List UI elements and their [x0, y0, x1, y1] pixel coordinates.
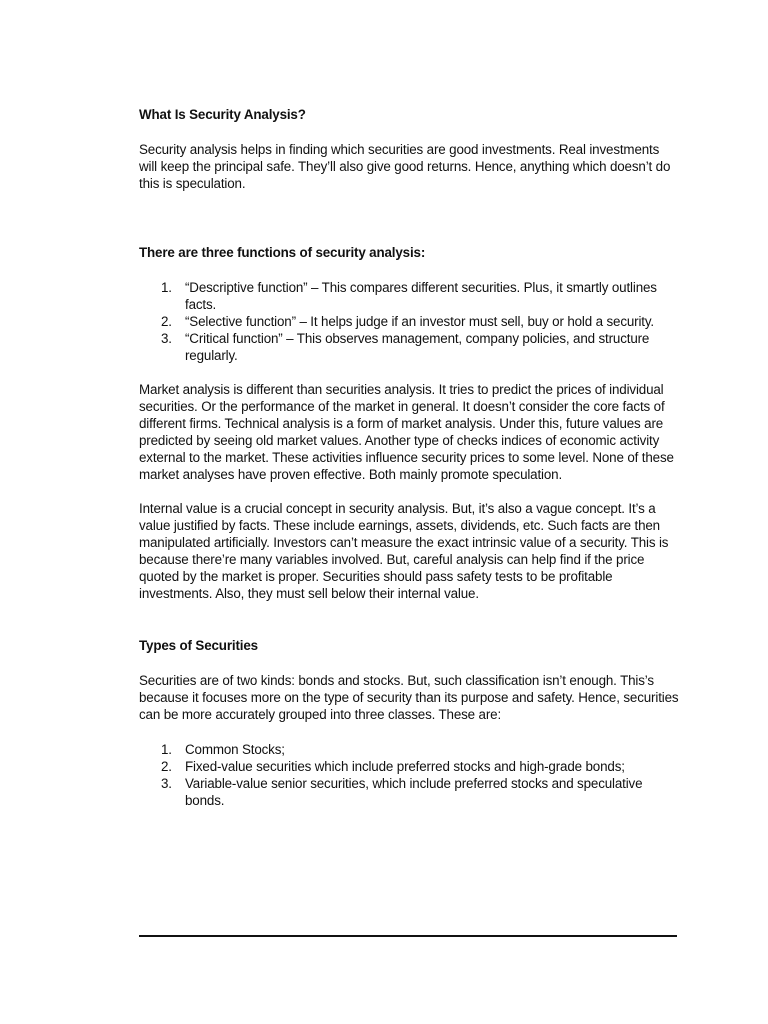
list-item-text: Variable-value senior securities, which include preferred stocks and speculative bonds. [185, 776, 643, 808]
paragraph-definition: Security analysis helps in finding which securities are good investments. Real investments will keep the principal safe. They’ll also give good returns. Hence, anything which doesn’t do this is speculation. [139, 142, 671, 191]
list-number: 1. [161, 742, 172, 757]
heading-security-analysis: What Is Security Analysis? [139, 107, 306, 122]
list-number: 3. [161, 331, 172, 346]
document-body [139, 106, 679, 809]
paragraph-securities-kinds: Securities are of two kinds: bonds and stocks. But, such classification isn’t enough. This’s because it focuses more on the type of security than its purpose and safety. Hence, securities can be more accurately grouped into three classes. These are: [139, 673, 679, 722]
list-number: 2. [161, 759, 172, 774]
list-item-text: Common Stocks; [185, 742, 285, 757]
footer-divider [139, 935, 677, 937]
paragraph-market-analysis: Market analysis is different than securities analysis. It tries to predict the prices of individual securities. Or the performance of the market in general. It doesn’t consider the core facts of different firms. Technical analysis is a form of market analysis. Under this, future values are predicted by seeing old market values. Another type of checks indices of economic activity external to the market. These activities influence security prices to some level. None of these market analyses have proven effective. Both mainly promote speculation. [139, 382, 674, 482]
list-item-text: “Selective function” – It helps judge if an investor must sell, buy or hold a security. [185, 314, 654, 329]
list-item-text: Fixed-value securities which include preferred stocks and high-grade bonds; [185, 759, 625, 774]
list-number: 3. [161, 776, 172, 791]
list-number: 1. [161, 280, 172, 295]
list-item [139, 330, 679, 364]
list-item [139, 758, 679, 775]
heading-functions: There are three functions of security analysis: [139, 245, 426, 260]
list-item-text: “Critical function” – This observes management, company policies, and structure regularly. [185, 331, 650, 363]
list-item [139, 775, 679, 809]
heading-types-of-securities: Types of Securities [139, 638, 258, 653]
paragraph-internal-value: Internal value is a crucial concept in security analysis. But, it’s also a vague concept. It’s a value justified by facts. These include earnings, assets, dividends, etc. Such facts are then manipulated artificially. Investors can’t measure the exact intrinsic value of a security. This is because there’re many variables involved. But, careful analysis can help find if the price quoted by the market is proper. Securities should pass safety tests to be profitable investments. Also, they must sell below their internal value. [139, 501, 669, 601]
list-item [139, 741, 679, 758]
list-item [139, 313, 679, 330]
functions-list [139, 279, 679, 364]
classes-list [139, 741, 679, 809]
list-number: 2. [161, 314, 172, 329]
list-item [139, 279, 679, 313]
list-item-text: “Descriptive function” – This compares different securities. Plus, it smartly outlines facts. [185, 280, 657, 312]
